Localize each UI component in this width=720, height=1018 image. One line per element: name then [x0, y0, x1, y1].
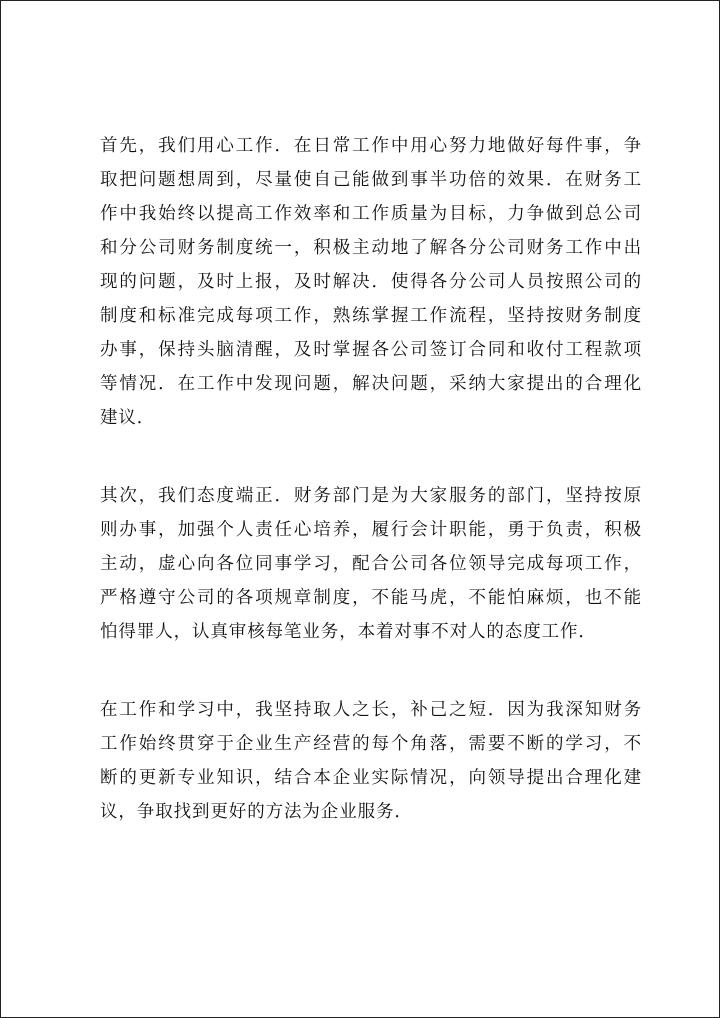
paragraph-line: 作中我始终以提高工作效率和工作质量为目标，力争做到总公司	[100, 204, 642, 224]
paragraph-line: 制度和标准完成每项工作，熟练掌握工作流程，坚持按财务制度	[100, 306, 642, 326]
paragraph-1	[100, 129, 642, 435]
paragraph-line: 办事，保持头脑清醒，及时掌握各公司签订合同和收付工程款项	[100, 340, 642, 360]
paragraph-line: 在工作和学习中，我坚持取人之长，补己之短．因为我深知财务	[100, 700, 642, 720]
paragraph-line: 和分公司财务制度统一，积极主动地了解各分公司财务工作中出	[100, 238, 642, 258]
paragraph-line: 严格遵守公司的各项规章制度，不能马虎，不能怕麻烦，也不能	[100, 588, 642, 608]
paragraph-line: 议，争取找到更好的方法为企业服务．	[100, 802, 413, 822]
paragraph-2	[100, 479, 642, 649]
paragraph-line: 则办事，加强个人责任心培养，履行会计职能，勇于负责，积极	[100, 520, 642, 540]
paragraph-line: 怕得罪人，认真审核每笔业务，本着对事不对人的态度工作．	[100, 622, 597, 642]
paragraph-line: 工作始终贯穿于企业生产经营的每个角落，需要不断的学习，不	[100, 734, 642, 754]
paragraph-line: 等情况．在工作中发现问题，解决问题，采纳大家提出的合理化	[100, 374, 642, 394]
paragraph-line: 断的更新专业知识，结合本企业实际情况，向领导提出合理化建	[100, 768, 642, 788]
paragraph-3	[100, 693, 642, 829]
paragraph-line: 现的问题，及时上报，及时解决．使得各分公司人员按照公司的	[100, 272, 642, 292]
paragraph-line: 首先，我们用心工作．在日常工作中用心努力地做好每件事，争	[100, 136, 642, 156]
document-body	[100, 129, 642, 829]
paragraph-line: 其次，我们态度端正．财务部门是为大家服务的部门，坚持按原	[100, 486, 642, 506]
paragraph-spacer	[100, 649, 642, 693]
paragraph-line: 取把问题想周到，尽量使自己能做到事半功倍的效果．在财务工	[100, 170, 642, 190]
paragraph-spacer	[100, 435, 642, 479]
paragraph-line: 建议．	[100, 408, 156, 428]
paragraph-line: 主动，虚心向各位同事学习，配合公司各位领导完成每项工作，	[100, 554, 642, 574]
